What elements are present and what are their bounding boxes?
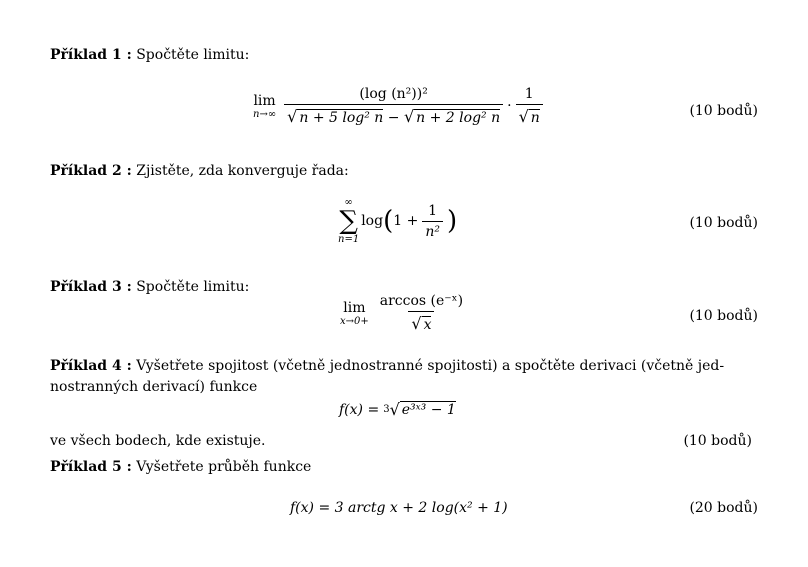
problem-1-text: Spočtěte limitu: [136, 47, 250, 63]
problem-4-points: (10 bodů) [683, 433, 752, 449]
problem-5-text: Vyšetřete průběh funkce [136, 459, 312, 475]
sum-operator: ∞ ∑ n=1 [338, 197, 360, 245]
problem-2-statement [50, 163, 349, 179]
problem-4-text: Vyšetřete spojitost (včetně jednostranné spojitosti) a spočtěte derivaci (včetně jed- [136, 358, 725, 374]
formula-1: lim n→∞ $\frac{\text{(log (n²))²}}{\text{√ n + 5 log² n − √ n + 2 log² n}}$ · $\frac{1}{√ n}$ [253, 86, 547, 126]
problem-2-heading: Příklad 2 : [50, 163, 132, 179]
problem-4-statement [50, 358, 724, 374]
problem-5-points: (20 bodů) [689, 500, 758, 516]
formula-2: ∞ ∑ n=1 log ( 1 + $\frac{1}{\text{n²}}$ ) [338, 197, 458, 245]
problem-3-statement [50, 279, 249, 295]
problem-4-statement-end: ve všech bodech, kde existuje. [50, 433, 266, 449]
tail-fraction: $\frac{1}{√ n}$ [516, 86, 543, 126]
limit-operator-3: lim x→0+ [340, 299, 369, 327]
problem-2-points: (10 bodů) [689, 215, 758, 231]
formula-3: lim x→0+ $\frac{\text{arccos (e⁻ˣ)}}{√ x}$ [340, 293, 464, 333]
problem-5-statement [50, 459, 311, 475]
problem-3-heading: Příklad 3 : [50, 279, 132, 295]
problem-1-heading: Příklad 1 : [50, 47, 132, 63]
formula-5: f(x) = 3 arctg x + 2 log(x² + 1) [290, 500, 508, 516]
problem-5-heading: Příklad 5 : [50, 459, 132, 475]
problem-4-heading: Příklad 4 : [50, 358, 132, 374]
problem-4-statement-cont: nostranných derivací) funkce [50, 379, 258, 395]
problem-3-points: (10 bodů) [689, 308, 758, 324]
main-fraction: $\frac{\text{(log (n²))²}}{\text{√ n + 5 log² n − √ n + 2 log² n}}$ [284, 86, 503, 126]
problem-1-points: (10 bodů) [689, 103, 758, 119]
limit-operator: lim n→∞ [253, 92, 277, 120]
formula-4: f(x) = 3 √ e³ˣ³ − 1 [339, 400, 456, 419]
problem-1-statement [50, 47, 249, 63]
problem-3-text: Spočtěte limitu: [136, 279, 250, 295]
problem-2-text: Zjistěte, zda konverguje řada: [136, 163, 349, 179]
